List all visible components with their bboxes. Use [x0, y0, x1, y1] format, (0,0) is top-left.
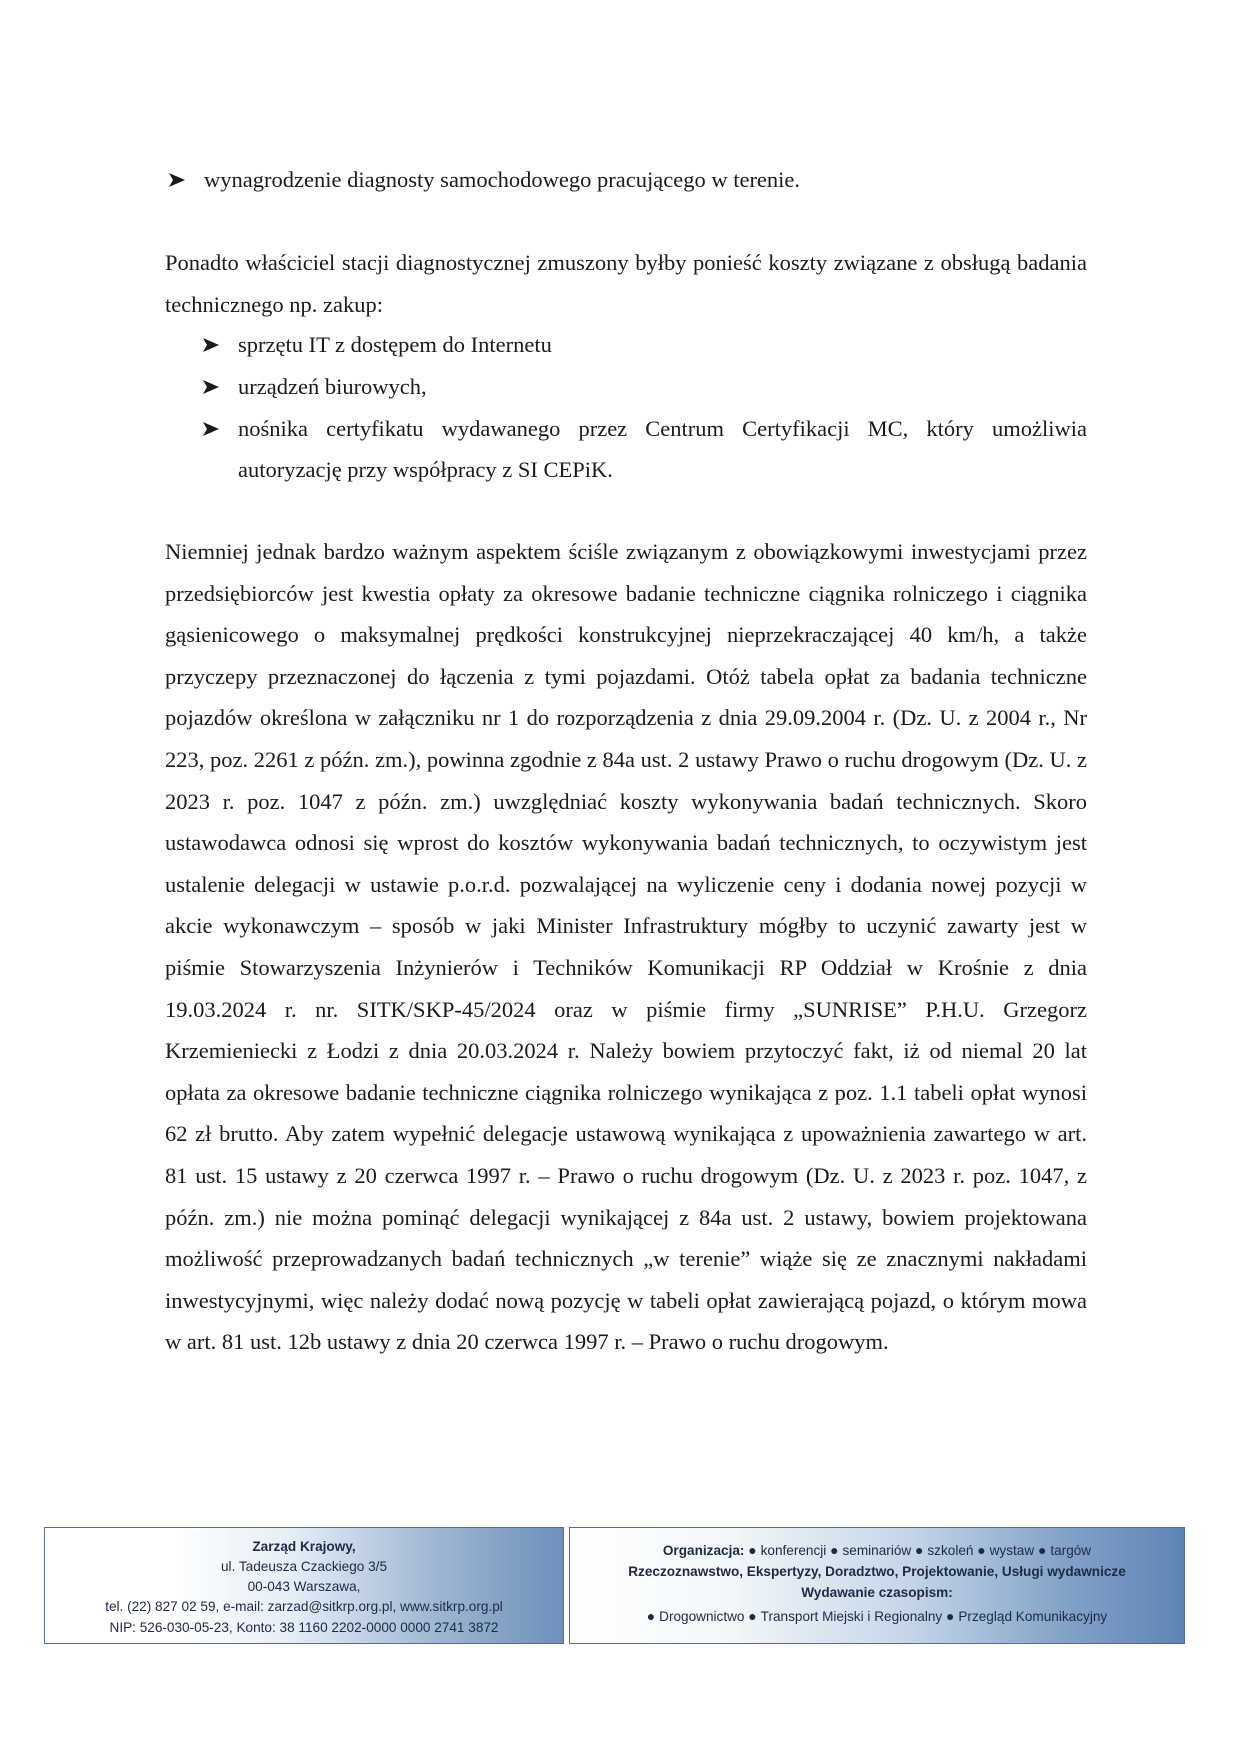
org-item: targów [1050, 1543, 1092, 1558]
bullet-item [168, 159, 1068, 200]
footer-services-box [569, 1527, 1185, 1644]
bullet-text: urządzeń biurowych, [238, 374, 427, 399]
journal-item: Przegląd Komunikacyjny [958, 1609, 1108, 1624]
bullet-dot-icon: ● [977, 1542, 990, 1558]
bullet-item [202, 324, 1087, 365]
footer-city: 00-043 Warszawa, [247, 1579, 361, 1594]
org-item: szkoleń [927, 1543, 974, 1558]
bullet-item [202, 366, 1087, 407]
footer-contact: tel. (22) 827 02 59, e-mail: zarzad@sitkrp.org.pl, www.sitkrp.org.pl [105, 1599, 503, 1614]
footer-address-box [44, 1527, 564, 1644]
bullet-dot-icon: ● [1037, 1542, 1051, 1558]
bullet-dot-icon: ● [646, 1608, 660, 1624]
journal-item: Transport Miejski i Regionalny [760, 1609, 943, 1624]
footer-services: Rzeczoznawstwo, Ekspertyzy, Doradztwo, Projektowanie, Usługi wydawnicze [628, 1564, 1126, 1579]
bullet-text: nośnika certyfikatu wydawanego przez Centrum Certyfikacji MC, który umożliwia autoryzację przy współpracy z SI CEPiK. [238, 416, 1087, 482]
footer [44, 1527, 1185, 1644]
journal-item: Drogownictwo [659, 1609, 745, 1624]
paragraph-intro: Ponadto właściciel stacji diagnostycznej zmuszony byłby ponieść koszty związane z obsługą badania technicznego np. zakup: [165, 250, 1087, 317]
bullet-text: sprzętu IT z dostępem do Internetu [238, 332, 552, 357]
org-item: konferencji [760, 1543, 827, 1558]
org-item: wystaw [989, 1543, 1035, 1558]
arrow-bullet-icon [202, 324, 238, 365]
footer-journals-label: Wydawanie czasopism: [801, 1585, 953, 1600]
bullet-dot-icon: ● [748, 1542, 761, 1558]
paragraph-main: Niemniej jednak bardzo ważnym aspektem ściśle związanym z obowiązkowymi inwestycjami przez przedsiębiorców jest kwestia opłaty za okresowe badanie techniczne ciągnika rolniczego i ciągnika gąsienicowego o maksymalnej prędkości konstrukcyjnej nieprzekraczającej 40 km/h, a także przyczepy przeznaczonej do łączenia z tymi pojazdami. Otóż tabela opłat za badania techniczne pojazdów określona w załączniku nr 1 do rozporządzenia z dnia 29.09.2004 r. (Dz. U. z 2004 r., Nr 223, poz. 2261 z późn. zm.), powinna zgodnie z 84a ust. 2 ustawy Prawo o ruchu drogowym (Dz. U. z 2023 r. poz. 1047 z późn. zm.) uwzględniać koszty wykonywania badań technicznych. Skoro ustawodawca odnosi się wprost do kosztów wykonywania badań technicznych, to oczywistym jest ustalenie delegacji w ustawie p.o.r.d. pozwalającej na wyliczenie ceny i dodania nowej pozycji w akcie wykonawczym – sposób w jaki Minister Infrastruktury mógłby to uczynić zawarty jest w piśmie Stowarzyszenia Inżynierów i Techników Komunikacji RP Oddział w Krośnie z dnia 19.03.2024 r. nr. SITK/SKP-45/2024 oraz w piśmie firmy „SUNRISE” P.H.U. Grzegorz Krzemieniecki z Łodzi z dnia 20.03.2024 r. Należy bowiem przytoczyć fakt, iż od niemal 20 lat opłata za okresowe badanie techniczne ciągnika rolniczego wynikająca z poz. 1.1 tabeli opłat wynosi 62 zł brutto. Aby zatem wypełnić delegacje ustawową wynikająca z upoważnienia zawartego w art. 81 ust. 15 ustawy z 20 czerwca 1997 r. – Prawo o ruchu drogowym (Dz. U. z 2023 r. poz. 1047, z późn. zm.) nie można pominąć delegacji wynikającej z 84a ust. 2 ustawy, bowiem projektowana możliwość przeprowadzanych badań technicznych „w terenie” wiąże się ze znacznymi nakładami inwestycyjnymi, więc należy dodać nową pozycję w tabeli opłat zawierającą pojazd, o którym mowa w art. 81 ust. 12b ustawy z dnia 20 czerwca 1997 r. – Prawo o ruchu drogowym. [165, 539, 1087, 1355]
footer-organization-line [570, 1542, 1184, 1558]
bullet-dot-icon: ● [915, 1542, 928, 1558]
bullet-dot-icon: ● [748, 1608, 761, 1624]
bullet-item [202, 408, 1087, 490]
bullet-text: wynagrodzenie diagnosty samochodowego pracującego w terenie. [204, 167, 801, 192]
arrow-bullet-icon [202, 366, 238, 407]
arrow-bullet-icon [168, 159, 204, 200]
org-item: seminariów [842, 1543, 912, 1558]
arrow-bullet-icon [202, 408, 238, 449]
footer-street: ul. Tadeusza Czackiego 3/5 [221, 1559, 387, 1574]
bullet-dot-icon: ● [830, 1542, 843, 1558]
bullet-dot-icon: ● [946, 1608, 959, 1624]
footer-org-name: Zarząd Krajowy, [252, 1539, 356, 1554]
footer-ids: NIP: 526-030-05-23, Konto: 38 1160 2202-0000 0000 2741 3872 [109, 1620, 499, 1635]
organization-label: Organizacja: [662, 1543, 745, 1558]
footer-journals-line [570, 1608, 1184, 1624]
